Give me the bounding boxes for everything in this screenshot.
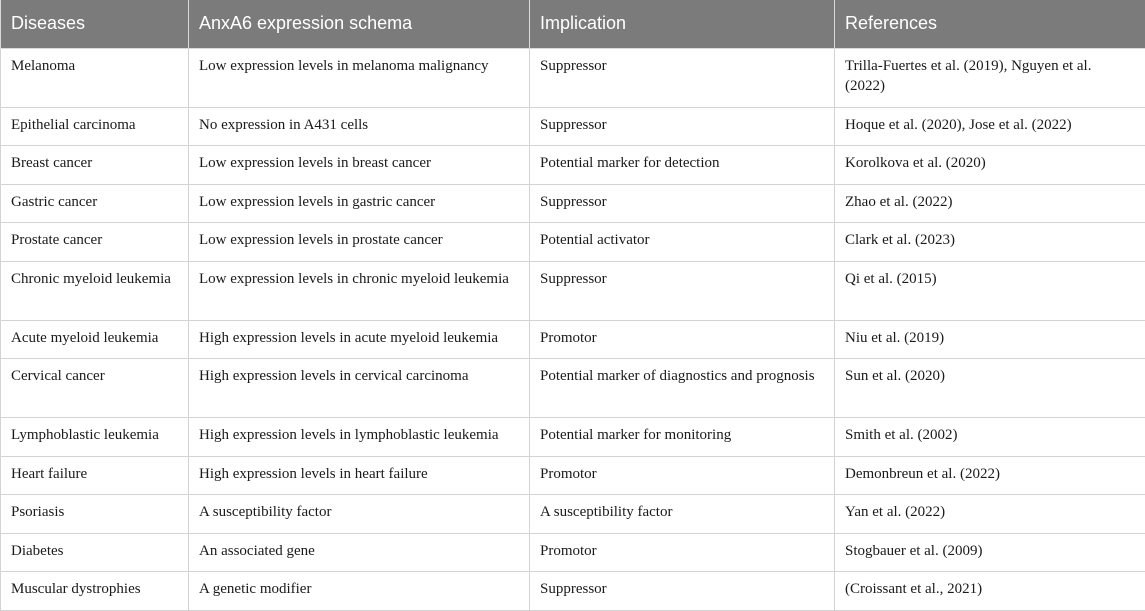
header-row (1, 0, 1145, 48)
header-diseases: Diseases (1, 0, 189, 48)
cell-implication: Promotor (530, 456, 835, 495)
cell-disease: Acute myeloid leukemia (1, 320, 189, 359)
table-row (1, 359, 1145, 418)
table-row (1, 533, 1145, 572)
cell-references: Demonbreun et al. (2022) (835, 456, 1145, 495)
table-row (1, 184, 1145, 223)
cell-disease: Diabetes (1, 533, 189, 572)
cell-disease: Prostate cancer (1, 223, 189, 262)
cell-disease: Melanoma (1, 48, 189, 107)
header-expression-schema: AnxA6 expression schema (189, 0, 530, 48)
cell-disease: Cervical cancer (1, 359, 189, 418)
table-row (1, 261, 1145, 320)
cell-disease: Lymphoblastic leukemia (1, 418, 189, 457)
cell-disease: Psoriasis (1, 495, 189, 534)
cell-implication: Suppressor (530, 572, 835, 611)
cell-references: (Croissant et al., 2021) (835, 572, 1145, 611)
cell-expression: Low expression levels in melanoma malignancy (189, 48, 530, 107)
cell-implication: Potential marker of diagnostics and prognosis (530, 359, 835, 418)
cell-expression: Low expression levels in prostate cancer (189, 223, 530, 262)
cell-expression: High expression levels in cervical carcinoma (189, 359, 530, 418)
table-row (1, 456, 1145, 495)
cell-expression: An associated gene (189, 533, 530, 572)
cell-references: Qi et al. (2015) (835, 261, 1145, 320)
cell-expression: A susceptibility factor (189, 495, 530, 534)
cell-disease: Breast cancer (1, 146, 189, 185)
cell-references: Clark et al. (2023) (835, 223, 1145, 262)
cell-implication: A susceptibility factor (530, 495, 835, 534)
table-row (1, 495, 1145, 534)
cell-implication: Potential activator (530, 223, 835, 262)
cell-references: Yan et al. (2022) (835, 495, 1145, 534)
cell-disease: Chronic myeloid leukemia (1, 261, 189, 320)
cell-references: Sun et al. (2020) (835, 359, 1145, 418)
cell-references: Niu et al. (2019) (835, 320, 1145, 359)
table-row (1, 107, 1145, 146)
table-row (1, 223, 1145, 262)
cell-references: Smith et al. (2002) (835, 418, 1145, 457)
cell-expression: A genetic modifier (189, 572, 530, 611)
cell-implication: Suppressor (530, 107, 835, 146)
cell-expression: High expression levels in heart failure (189, 456, 530, 495)
cell-references: Korolkova et al. (2020) (835, 146, 1145, 185)
cell-disease: Heart failure (1, 456, 189, 495)
cell-implication: Promotor (530, 320, 835, 359)
cell-expression: Low expression levels in gastric cancer (189, 184, 530, 223)
table-body (1, 48, 1145, 610)
table-header (1, 0, 1145, 48)
cell-expression: High expression levels in lymphoblastic leukemia (189, 418, 530, 457)
cell-implication: Suppressor (530, 48, 835, 107)
cell-references: Zhao et al. (2022) (835, 184, 1145, 223)
cell-implication: Suppressor (530, 184, 835, 223)
cell-disease: Epithelial carcinoma (1, 107, 189, 146)
table-row (1, 48, 1145, 107)
cell-implication: Promotor (530, 533, 835, 572)
header-implication: Implication (530, 0, 835, 48)
cell-references: Trilla-Fuertes et al. (2019), Nguyen et al. (2022) (835, 48, 1145, 107)
table-row (1, 320, 1145, 359)
cell-implication: Potential marker for monitoring (530, 418, 835, 457)
cell-implication: Suppressor (530, 261, 835, 320)
table-row (1, 146, 1145, 185)
header-references: References (835, 0, 1145, 48)
cell-disease: Gastric cancer (1, 184, 189, 223)
cell-references: Stogbauer et al. (2009) (835, 533, 1145, 572)
cell-references: Hoque et al. (2020), Jose et al. (2022) (835, 107, 1145, 146)
cell-disease: Muscular dystrophies (1, 572, 189, 611)
cell-expression: No expression in A431 cells (189, 107, 530, 146)
table-row (1, 418, 1145, 457)
cell-expression: Low expression levels in chronic myeloid leukemia (189, 261, 530, 320)
cell-expression: High expression levels in acute myeloid leukemia (189, 320, 530, 359)
table-row (1, 572, 1145, 611)
cell-implication: Potential marker for detection (530, 146, 835, 185)
cell-expression: Low expression levels in breast cancer (189, 146, 530, 185)
